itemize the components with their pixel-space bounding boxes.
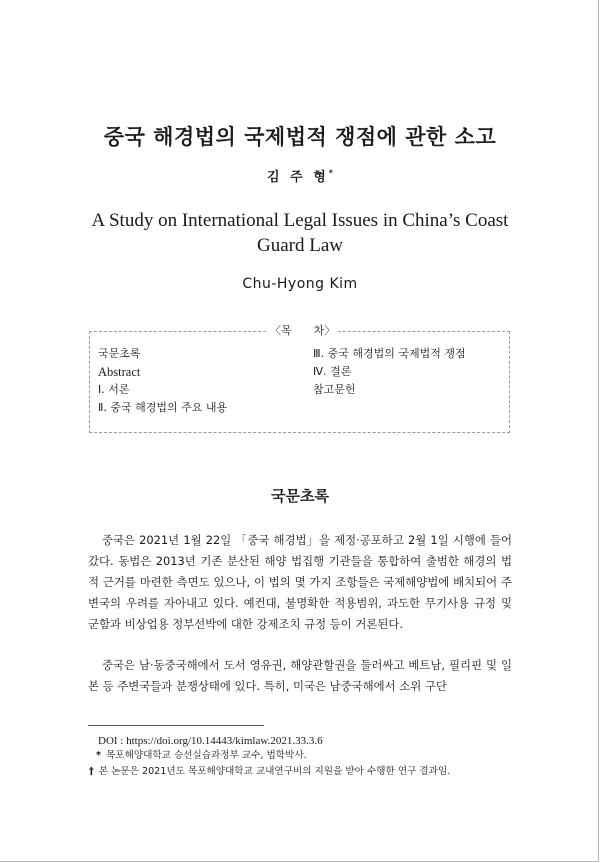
korean-title: 중국 해경법의 국제법적 쟁점에 관한 소고 [103,125,497,149]
abstract-paragraph-1: 중국은 2021년 1월 22일 「중국 해경법」을 제정·공포하고 2월 1일 시행에 들어갔다. 동법은 2013년 기존 분산된 해양 법집행 기관들을 통합하여 출범한 해경의 법적 근거를 마련한 측면도 있으나, 이 법의 몇 가지 조항들은 국제해양법에 배치되어 주변국의 우려를 자아내고 있다. 예컨대, 불명확한 적용범위, 과도한 무기사용 규정 및 군함과 비상업용 정부선박에 대한 강제조치 규정 등이 거론된다. [88,533,512,631]
dagger-mark: † [89,766,94,777]
doi-footnote[interactable]: DOI : https://doi.org/10.14443/kimlaw.2021.33.3.6 [98,735,323,747]
affiliation-footnote [96,748,307,764]
toc-item-abstract[interactable]: Abstract [98,365,141,379]
abstract-paragraph-2: 중국은 남·동중국해에서 도서 영유권, 해양관할권을 둘러싸고 베트남, 필리핀 및 일본 등 주변국들과 분쟁상태에 있다. 특히, 미국은 남중국해에서 소위 구단 [88,658,512,693]
author-korean [0,166,600,185]
toc-item-legal-issues[interactable]: Ⅲ. 중국 해경법의 국제법적 쟁점 [313,347,466,360]
toc-item-introduction[interactable]: Ⅰ. 서론 [98,383,130,396]
footnote-divider [88,725,264,726]
toc-item-korean-abstract[interactable]: 국문초록 [98,347,141,360]
author-korean-name: 김 주 형 [267,170,329,185]
funding-text: 본 논문은 2021년도 목포해양대학교 교내연구비의 지원을 받아 수행한 연구 결과임. [98,766,451,777]
abstract-heading: 국문초록 [271,487,329,505]
toc-label: 〈목 차〉 [267,322,338,338]
toc-item-references[interactable]: 참고문헌 [313,383,356,396]
affiliation-text: 목포해양대학교 승선실습과정부 교수, 법학박사. [106,750,307,761]
author-footnote-mark[interactable]: * [328,168,333,178]
asterisk-mark: * [96,750,102,761]
toc-item-main-contents[interactable]: Ⅱ. 중국 해경법의 주요 내용 [98,401,228,414]
toc-item-conclusion[interactable]: Ⅳ. 결론 [313,365,352,378]
toc-left-column [98,345,227,417]
english-title: A Study on International Legal Issues in China’s Coast Guard Law [91,210,509,256]
toc-right-column [313,345,466,399]
author-english: Chu-Hyong Kim [242,276,358,292]
funding-footnote [89,764,450,780]
